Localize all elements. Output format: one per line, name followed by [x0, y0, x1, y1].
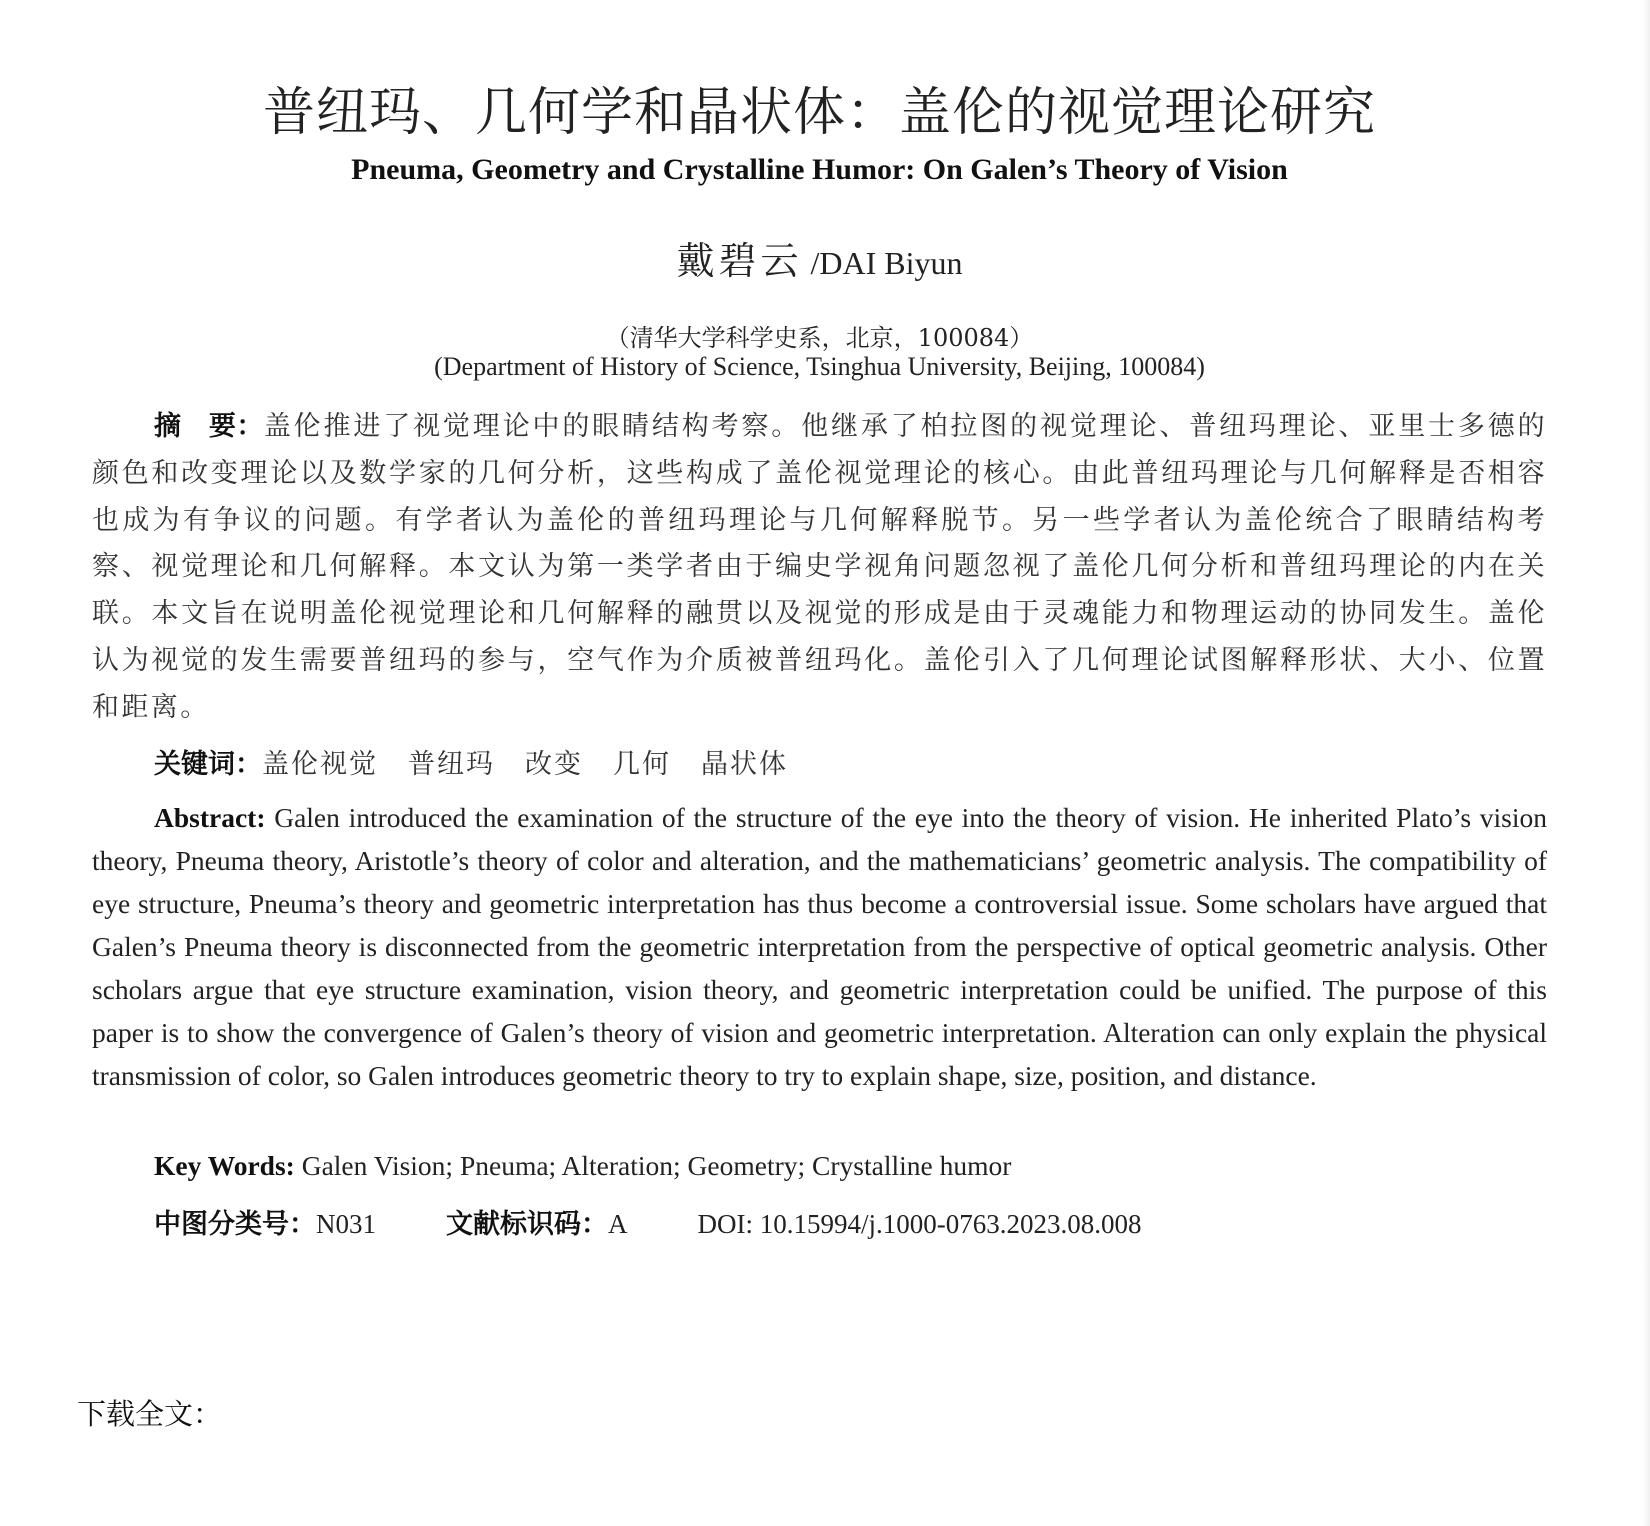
keyword-zh: 盖伦视觉 [262, 749, 378, 780]
keyword-zh: 改变 [525, 749, 583, 780]
keyword-zh: 普纽玛 [408, 749, 495, 780]
clc-value: N031 [316, 1209, 376, 1239]
keywords-en-label: Key Words: [154, 1150, 295, 1181]
title-zh: 普纽玛、几何学和晶状体：盖伦的视觉理论研究 [262, 83, 1376, 143]
affiliation-en: (Department of History of Science, Tsinghua University, Beijing, 100084) [434, 352, 1205, 381]
clc-label: 中图分类号： [154, 1209, 316, 1240]
doc-code-label: 文献标识码： [446, 1209, 608, 1240]
abstract-en [92, 796, 1547, 1097]
abstract-zh-label: 摘 要： [154, 411, 264, 442]
title-en: Pneuma, Geometry and Crystalline Humor: On Galen’s Theory of Vision [351, 153, 1288, 186]
doi-value: 10.15994/j.1000-0763.2023.08.008 [759, 1209, 1142, 1239]
keywords-en [154, 1150, 1011, 1182]
doi-label: DOI: [697, 1209, 760, 1239]
keyword-zh: 几何 [613, 749, 671, 780]
keywords-zh-label: 关键词： [154, 749, 262, 780]
classification-meta [154, 1202, 1142, 1241]
page-edge [1642, 0, 1650, 1526]
keywords-zh [154, 742, 818, 781]
keywords-en-text: Galen Vision; Pneuma; Alteration; Geometry; Crystalline humor [294, 1150, 1012, 1181]
abstract-en-label: Abstract: [154, 802, 266, 833]
abstract-en-text: Galen introduced the examination of the structure of the eye into the theory of vision. He inherited Plato’s vision theory, Pneuma theory, Aristotle’s theory of color and alteration, and the mathematicians’ geometric analysis. The compatibility of eye structure, Pneuma’s theory and geometric interpretation has thus become a controversial issue. Some scholars have argued that Galen’s Pneuma theory is disconnected from the geometric interpretation from the perspective of optical geometric analysis. Other scholars argue that eye structure examination, vision theory, and geometric interpretation could be unified. The purpose of this paper is to show the convergence of Galen’s theory of vision and geometric interpretation. Alteration can only explain the physical transmission of color, so Galen introduces geometric theory to try to explain shape, size, position, and distance. [92, 802, 1547, 1091]
abstract-zh-text: 盖伦推进了视觉理论中的眼睛结构考察。他继承了柏拉图的视觉理论、普纽玛理论、亚里士多德的颜色和改变理论以及数学家的几何分析，这些构成了盖伦视觉理论的核心。由此普纽玛理论与几何解释是否相容也成为有争议的问题。有学者认为盖伦的普纽玛理论与几何解释脱节。另一些学者认为盖伦统合了眼睛结构考察、视觉理论和几何解释。本文认为第一类学者由于编史学视角问题忽视了盖伦几何分析和普纽玛理论的内在关联。本文旨在说明盖伦视觉理论和几何解释的融贯以及视觉的形成是由于灵魂能力和物理运动的协同发生。盖伦认为视觉的发生需要普纽玛的参与，空气作为介质被普纽玛化。盖伦引入了几何理论试图解释形状、大小、位置和距离。 [92, 411, 1547, 723]
doc-code-value: A [608, 1209, 628, 1239]
affiliation-zh: （清华大学科学史系，北京，100084） [605, 324, 1034, 352]
author-en: /DAI Biyun [802, 245, 963, 281]
abstract-zh [92, 404, 1547, 732]
download-full-text-label: 下载全文： [77, 1397, 223, 1431]
keyword-zh: 晶状体 [701, 749, 788, 780]
author-zh: 戴碧云 [676, 239, 803, 283]
cropped-header-fragment [0, 0, 1650, 2]
author [92, 230, 1547, 285]
